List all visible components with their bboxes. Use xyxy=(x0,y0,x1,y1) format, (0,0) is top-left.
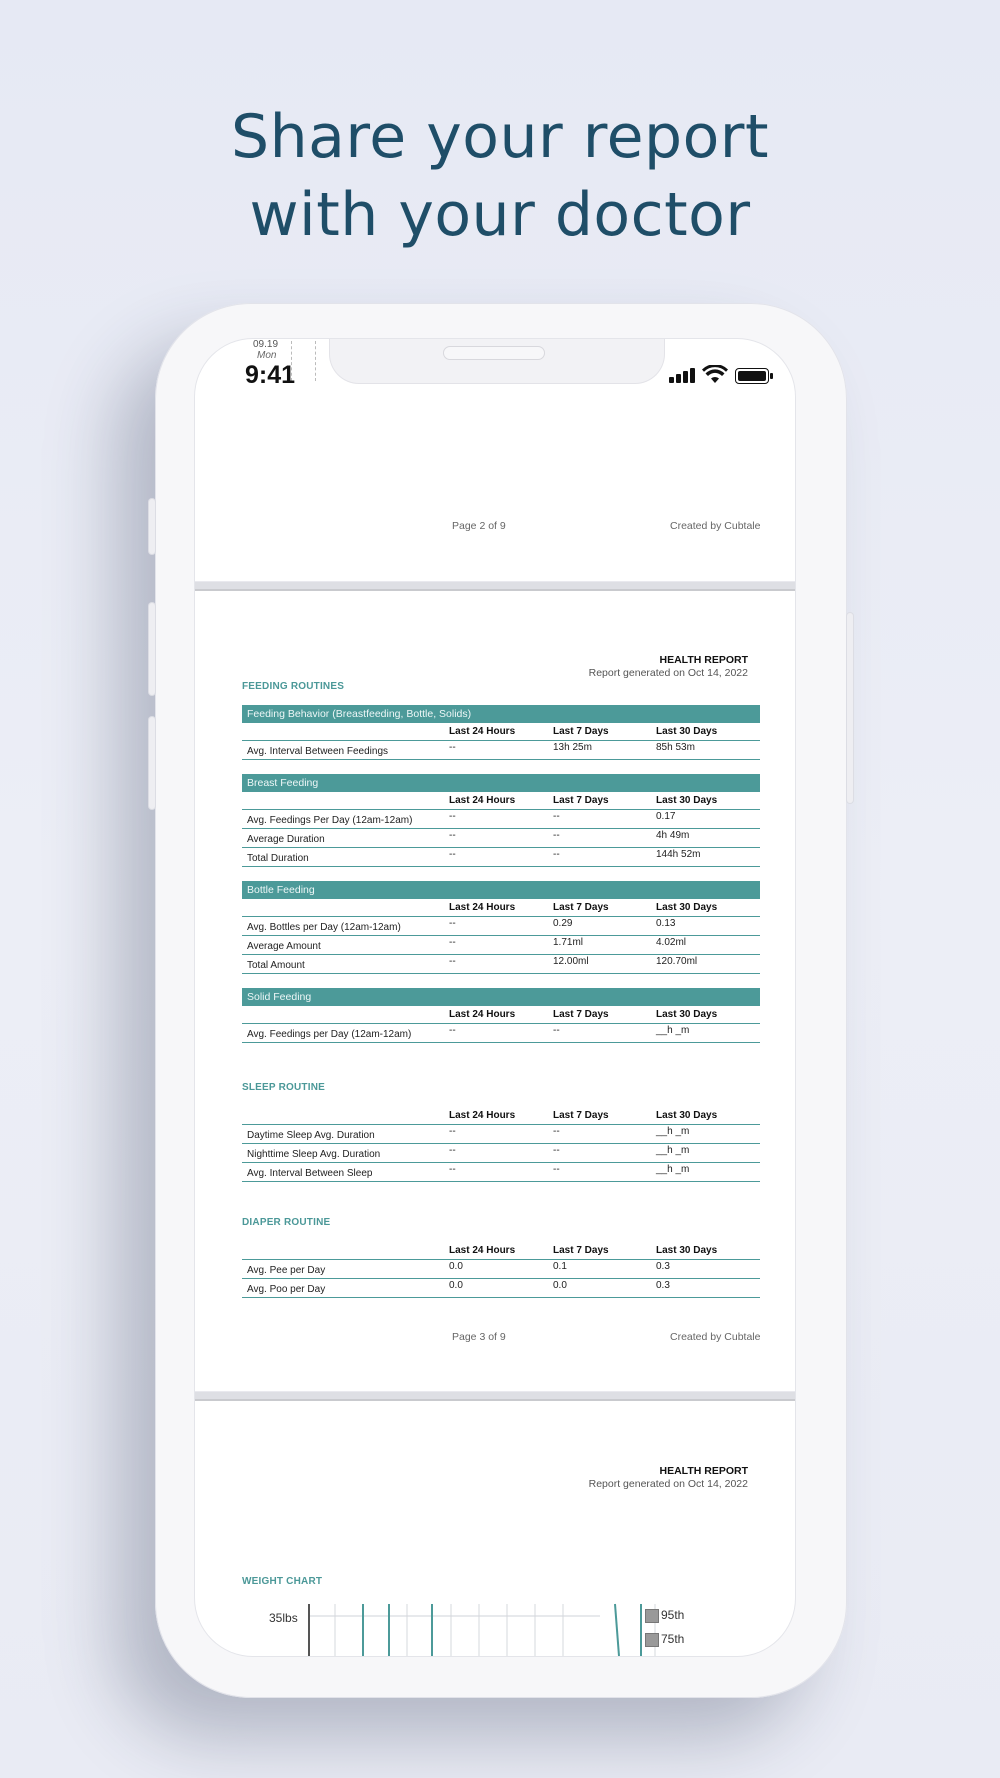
row-label: Avg. Bottles per Day (12am-12am) xyxy=(247,922,401,933)
value-7d: -- xyxy=(553,1145,560,1156)
column-header: Last 24 Hours xyxy=(449,1009,516,1020)
report-generated-date: Report generated on Oct 14, 2022 xyxy=(588,1478,748,1490)
value-24h: -- xyxy=(449,1126,456,1137)
legend-swatch xyxy=(645,1633,659,1647)
value-24h: -- xyxy=(449,1164,456,1175)
chart-gridlines xyxy=(309,1604,655,1656)
value-7d: 0.29 xyxy=(553,918,573,929)
value-24h: -- xyxy=(449,1025,456,1036)
headline xyxy=(0,98,1000,254)
table-header: Solid Feeding xyxy=(242,988,760,1006)
column-header: Last 7 Days xyxy=(553,902,609,913)
row-label: Avg. Pee per Day xyxy=(247,1265,326,1276)
column-header: Last 30 Days xyxy=(656,795,718,806)
legend-label: 75th xyxy=(661,1632,685,1646)
value-30d: __h _m xyxy=(656,1164,690,1175)
column-header: Last 7 Days xyxy=(553,1009,609,1020)
value-7d: -- xyxy=(553,830,560,841)
column-header: Last 7 Days xyxy=(553,1110,609,1121)
table-header: Breast Feeding xyxy=(242,774,760,792)
row-label: Avg. Interval Between Feedings xyxy=(247,746,389,757)
phone-screen xyxy=(195,339,795,1656)
value-30d: 0.17 xyxy=(656,811,676,822)
y-axis-tick: 35lbs xyxy=(269,1611,298,1625)
page-credit: Created by Cubtale xyxy=(670,520,761,532)
column-header: Last 30 Days xyxy=(656,726,718,737)
report-title: HEALTH REPORT xyxy=(659,654,748,666)
value-30d: __h _m xyxy=(656,1025,690,1036)
mini-day: Mon xyxy=(257,350,277,361)
value-7d: 13h 25m xyxy=(553,742,592,753)
legend-swatch xyxy=(645,1609,659,1623)
volume-up-button xyxy=(149,603,155,695)
value-24h: -- xyxy=(449,742,456,753)
column-header: Last 24 Hours xyxy=(449,1245,516,1256)
column-header: Last 7 Days xyxy=(553,726,609,737)
value-24h: -- xyxy=(449,1145,456,1156)
diaper-routine-title: DIAPER ROUTINE xyxy=(242,1217,331,1228)
value-24h: -- xyxy=(449,830,456,841)
value-30d: __h _m xyxy=(656,1126,690,1137)
value-24h: -- xyxy=(449,918,456,929)
volume-down-button xyxy=(149,717,155,809)
power-button xyxy=(847,613,853,803)
value-7d: 1.71ml xyxy=(553,937,584,948)
value-24h: -- xyxy=(449,937,456,948)
value-30d: 144h 52m xyxy=(656,849,701,860)
column-header: Last 24 Hours xyxy=(449,795,516,806)
column-header: Last 24 Hours xyxy=(449,726,516,737)
phone-frame xyxy=(155,303,847,1698)
value-24h: -- xyxy=(449,849,456,860)
weight-chart-title: WEIGHT CHART xyxy=(242,1576,323,1587)
value-24h: 0.0 xyxy=(449,1261,463,1272)
value-30d: 120.70ml xyxy=(656,956,698,967)
report-generated-date: Report generated on Oct 14, 2022 xyxy=(588,667,748,679)
column-header: Last 30 Days xyxy=(656,902,718,913)
column-header: Last 24 Hours xyxy=(449,902,516,913)
row-label: Avg. Feedings Per Day (12am-12am) xyxy=(247,815,413,826)
sleep-routine-title: SLEEP ROUTINE xyxy=(242,1082,325,1093)
mini-date: 09.19 xyxy=(253,339,279,350)
row-label: Avg. Poo per Day xyxy=(247,1284,326,1295)
row-label: Daytime Sleep Avg. Duration xyxy=(247,1130,375,1141)
page-number: Page 2 of 9 xyxy=(452,520,506,532)
value-7d: -- xyxy=(553,811,560,822)
value-7d: -- xyxy=(553,1025,560,1036)
value-30d: 0.13 xyxy=(656,918,676,929)
page-number: Page 3 of 9 xyxy=(452,1331,506,1343)
value-30d: 85h 53m xyxy=(656,742,695,753)
row-label: Average Duration xyxy=(247,834,325,845)
value-30d: 4.02ml xyxy=(656,937,687,948)
headline-line-1: Share your report xyxy=(231,102,769,172)
report-title: HEALTH REPORT xyxy=(659,1465,748,1477)
headline-line-2: with your doctor xyxy=(249,180,751,250)
status-time: 9:41 xyxy=(245,361,296,389)
column-header: Last 30 Days xyxy=(656,1009,718,1020)
column-header: Last 7 Days xyxy=(553,795,609,806)
column-header: Last 30 Days xyxy=(656,1110,718,1121)
value-30d: 0.3 xyxy=(656,1261,670,1272)
weight-chart xyxy=(195,339,795,1656)
legend-item-75th xyxy=(661,1632,684,1646)
value-30d: __h _m xyxy=(656,1145,690,1156)
value-24h: 0.0 xyxy=(449,1280,463,1291)
value-7d: 0.1 xyxy=(553,1261,567,1272)
silent-switch xyxy=(149,499,155,554)
row-label: Average Amount xyxy=(247,941,321,952)
page-credit: Created by Cubtale xyxy=(670,1331,761,1343)
value-24h: -- xyxy=(449,811,456,822)
column-header: Last 30 Days xyxy=(656,1245,718,1256)
value-7d: 0.0 xyxy=(553,1280,567,1291)
value-7d: -- xyxy=(553,1164,560,1175)
legend-item-95th xyxy=(661,1608,684,1622)
table-header: Feeding Behavior (Breastfeeding, Bottle, Solids) xyxy=(242,705,760,723)
feeding-routines-title: FEEDING ROUTINES xyxy=(242,681,345,692)
row-label: Avg. Feedings per Day (12am-12am) xyxy=(247,1029,412,1040)
legend-label: 95th xyxy=(661,1608,685,1622)
row-label: Total Duration xyxy=(247,853,309,864)
row-label: Total Amount xyxy=(247,960,305,971)
value-7d: -- xyxy=(553,849,560,860)
column-header: Last 7 Days xyxy=(553,1245,609,1256)
value-24h: -- xyxy=(449,956,456,967)
row-label: Nighttime Sleep Avg. Duration xyxy=(247,1149,381,1160)
table-header: Bottle Feeding xyxy=(242,881,760,899)
value-7d: -- xyxy=(553,1126,560,1137)
value-7d: 12.00ml xyxy=(553,956,589,967)
column-header: Last 24 Hours xyxy=(449,1110,516,1121)
value-30d: 4h 49m xyxy=(656,830,690,841)
row-label: Avg. Interval Between Sleep xyxy=(247,1168,373,1179)
value-30d: 0.3 xyxy=(656,1280,670,1291)
